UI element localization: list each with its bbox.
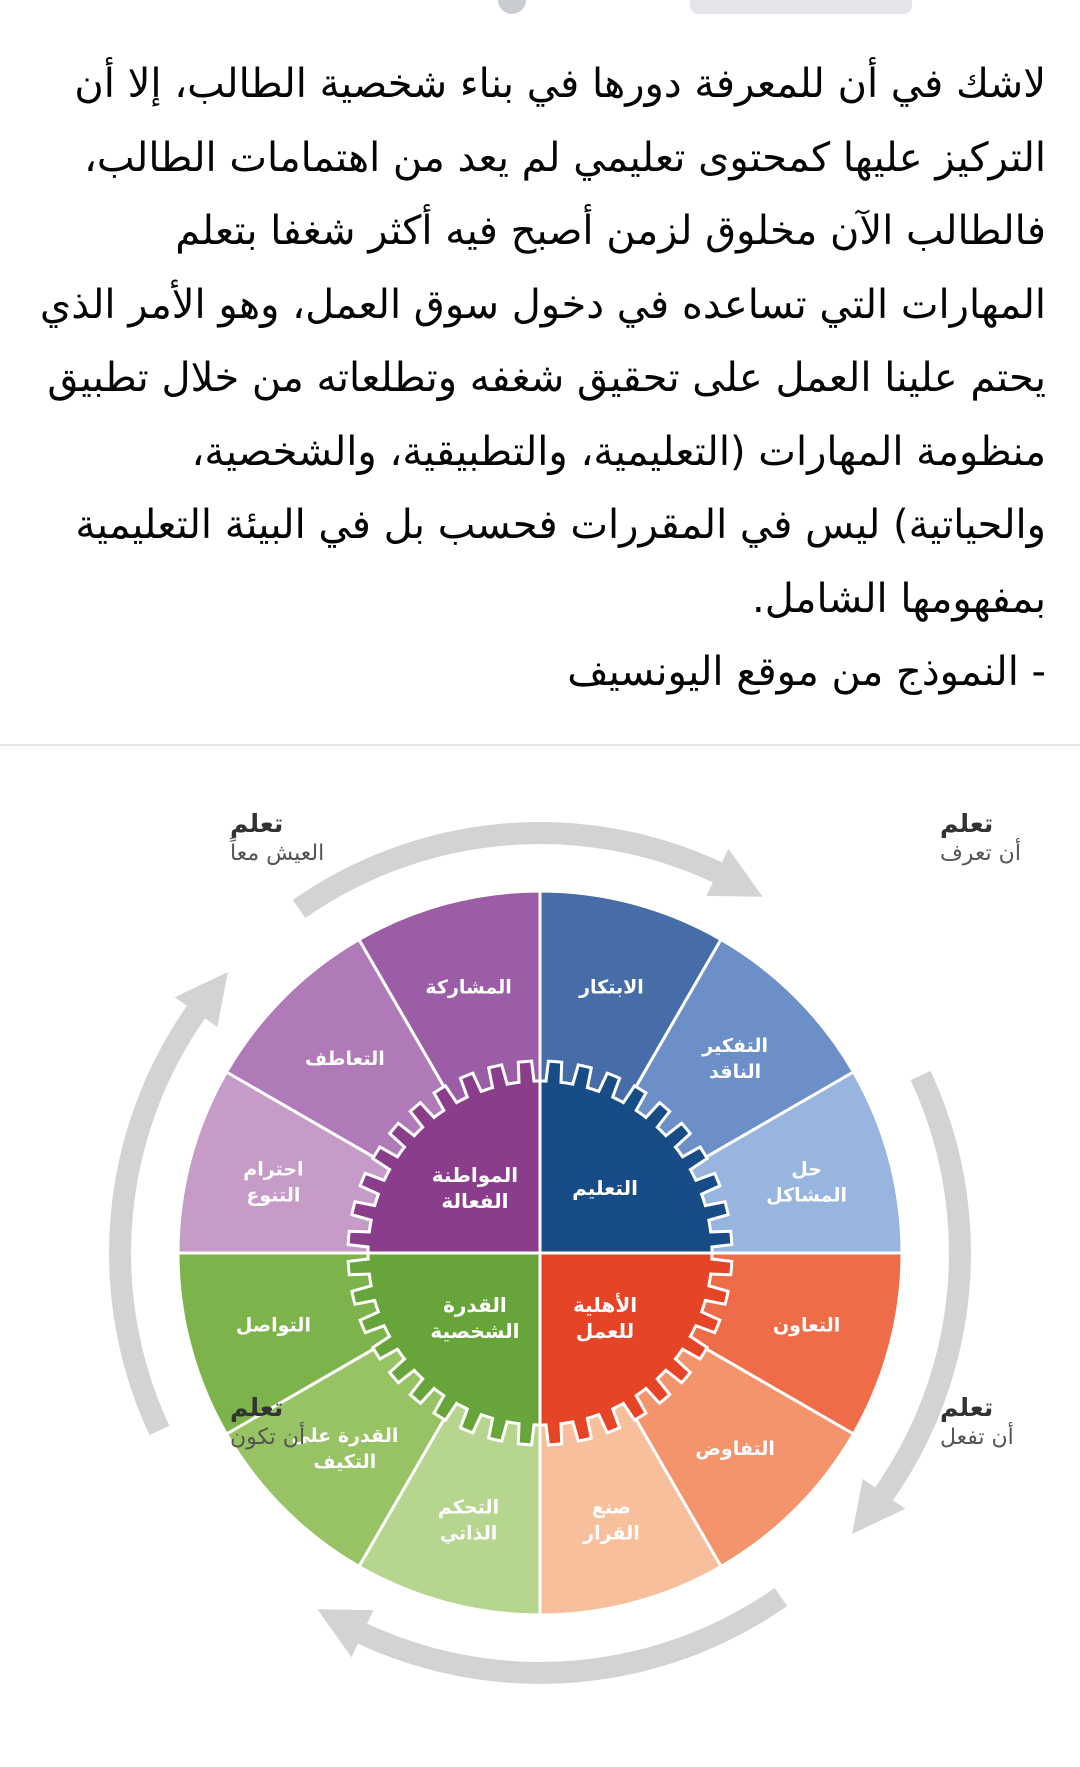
post-body xyxy=(34,48,1046,710)
segment-label-s3: حل المشاكل xyxy=(766,1158,848,1207)
segment-label-s5: التفاوض xyxy=(695,1438,775,1461)
segment-label-s6: صنع القرار xyxy=(583,1496,640,1545)
top-bar-remnant xyxy=(0,0,1080,20)
diagram-svg xyxy=(0,746,1080,1767)
corner-title-top-left: تعلم xyxy=(230,809,284,838)
top-avatar-dot[interactable] xyxy=(498,0,526,14)
segment-label-s11: التعاطف xyxy=(304,1047,385,1070)
segment-label-s7: التحكم الذاتي xyxy=(438,1496,500,1545)
corner-sub-bottom-right: أن تفعل xyxy=(940,1425,1014,1450)
core-label-top-left: المواطنة الفعالة xyxy=(431,1162,519,1213)
corner-title-top-right: تعلم xyxy=(940,809,994,838)
segment-label-s12: المشاركة xyxy=(425,976,512,999)
post-paragraph: لاشك في أن للمعرفة دورها في بناء شخصية الطالب، إلا أن التركيز عليها كمحتوى تعليمي لم يعد من اهتمامات الطالب، فالطالب الآن مخلوق لزمن أصبح فيه أكثر شغفا بتعلم المهارات التي تساعده في دخول سوق العمل، وهو الأمر الذي يحتم علينا العمل على تحقيق شغفه وتطلعاته من خلال تطبيق منظومة المهارات (التعليمية، والتطبيقية، والشخصية، والحياتية) ليس في المقررات فحسب بل في البيئة التعليمية بمفهومها الشامل. xyxy=(39,61,1046,622)
segment-label-s8: القدرة على التكيف xyxy=(291,1425,399,1474)
corner-title-bottom-right: تعلم xyxy=(940,1393,994,1422)
segment-label-s2: التفكير الناقد xyxy=(702,1034,769,1083)
segment-label-s1: الابتكار xyxy=(579,976,644,999)
core-label-bottom-left: القدرة الشخصية xyxy=(430,1293,520,1344)
segment-label-s10: احترام التنوع xyxy=(243,1158,304,1207)
segment-label-s9: التواصل xyxy=(235,1314,311,1337)
life-skills-diagram[interactable] xyxy=(0,746,1080,1767)
core-label-top-right: التعليم xyxy=(572,1175,638,1200)
segment-label-s4: التعاون xyxy=(772,1314,841,1337)
corner-sub-top-right: أن تعرف xyxy=(940,841,1021,866)
core-label-bottom-right: الأهلية للعمل xyxy=(573,1293,638,1344)
post-source-line: - النموذج من موقع اليونسيف xyxy=(567,649,1046,695)
corner-title-bottom-left: تعلم xyxy=(230,1393,284,1422)
corner-sub-bottom-left: أن تكون xyxy=(230,1425,306,1450)
corner-sub-top-left: العيش معاً xyxy=(230,841,325,866)
top-chip[interactable] xyxy=(690,0,912,14)
